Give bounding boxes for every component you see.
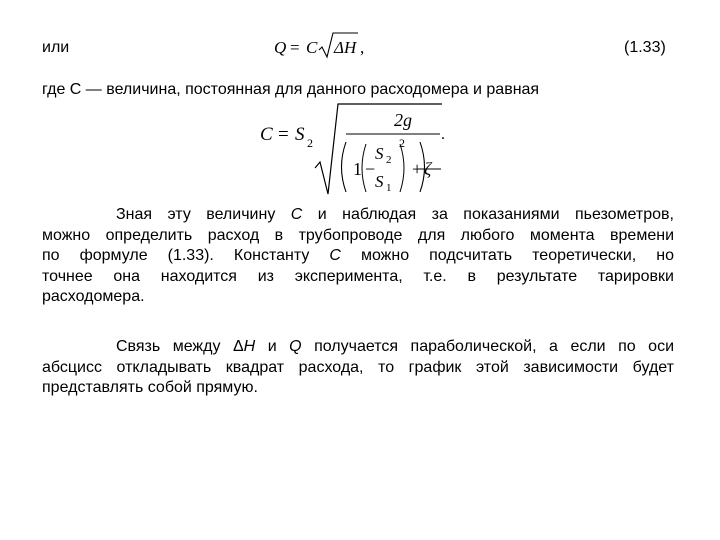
equation-number: (1.33) bbox=[624, 39, 666, 56]
formula-radicand-dh: ΔH bbox=[334, 38, 357, 57]
formula-dot: . bbox=[441, 126, 445, 143]
p1-line-5: расходомера. bbox=[42, 288, 145, 305]
term-zeta: ζ bbox=[424, 159, 432, 179]
p1-line-2: можно определить расход в трубопроводе для любого момента времени bbox=[42, 226, 674, 244]
p2-line-1: Связь между ΔH и Q получается параболической, а если по оси bbox=[116, 338, 674, 355]
formula-c-equals: = bbox=[278, 124, 289, 145]
formula-c bbox=[258, 102, 458, 198]
paragraph-2 bbox=[42, 337, 674, 399]
term-plus: + bbox=[412, 159, 423, 179]
formula-equals: = bbox=[290, 38, 300, 57]
ratio-denominator-s: S bbox=[375, 172, 384, 191]
formula-1-33 bbox=[274, 28, 384, 62]
ratio-numerator-sub: 2 bbox=[386, 154, 392, 166]
p1-line-4: точнее она находится из эксперимента, т.е. в результате тарировки bbox=[42, 267, 674, 285]
numerator-2g: 2g bbox=[394, 110, 412, 130]
term-one: 1 bbox=[353, 159, 362, 179]
definition-line: где C — величина, постоянная для данного расходомера и равная bbox=[42, 81, 540, 98]
square-exponent: 2 bbox=[399, 136, 405, 150]
p2-line-3: представлять собой прямую. bbox=[42, 379, 258, 396]
ratio-numerator-s: S bbox=[375, 144, 384, 163]
p1-line-1: Зная эту величину C и наблюдая за показаниями пьезометров, bbox=[116, 206, 674, 223]
paragraph-1 bbox=[42, 205, 674, 308]
formula-coef-c: C bbox=[306, 38, 318, 57]
formula-s2: S bbox=[295, 124, 305, 145]
formula-lhs-q: Q bbox=[274, 38, 287, 57]
p1-line-3: по формуле (1.33). Константу C можно подсчитать теоретически, но bbox=[42, 247, 674, 264]
ratio-denominator-sub: 1 bbox=[386, 182, 392, 194]
word-ili: или bbox=[42, 39, 70, 56]
term-minus: − bbox=[365, 159, 376, 179]
p2-line-2: абсцисс откладывать квадрат расхода, то график этой зависимости будет bbox=[42, 358, 674, 376]
formula-s2-subscript: 2 bbox=[307, 136, 313, 150]
formula-comma: , bbox=[360, 38, 365, 57]
formula-c-lhs: C bbox=[260, 124, 273, 145]
